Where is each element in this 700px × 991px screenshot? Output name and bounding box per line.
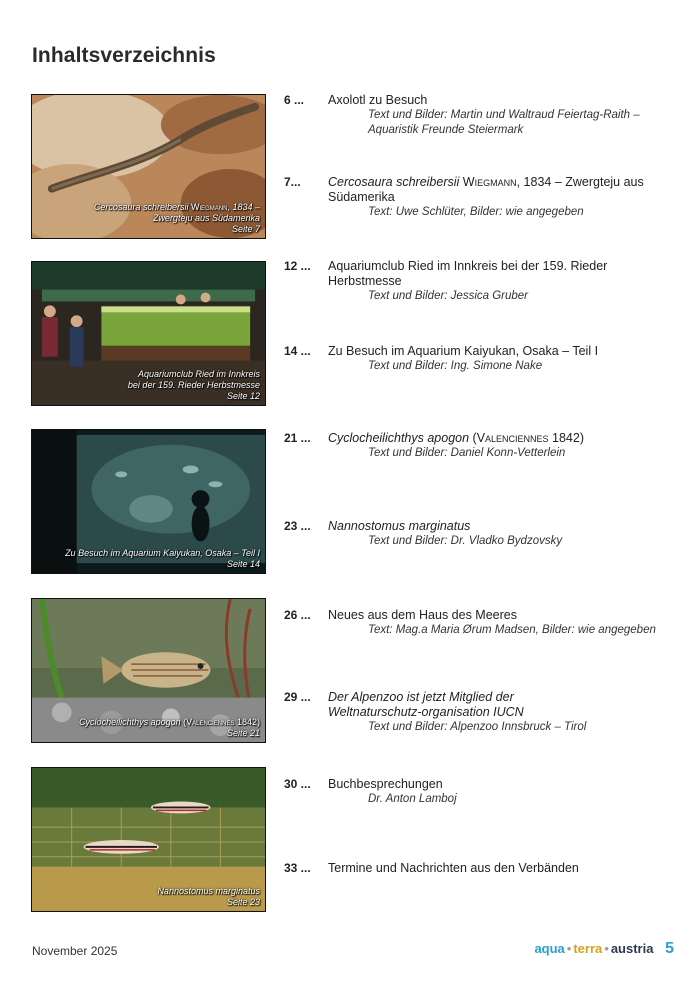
toc-entry-30[interactable]: 30 ... Buchbesprechungen Dr. Anton Lamboj: [284, 777, 457, 805]
photo-caption: Cercosaura schreibersii Wiegmann, 1834 – Zwergteju aus Südamerika Seite 7: [93, 202, 260, 234]
footer-brand: aqua • terra • austria 5: [534, 940, 674, 957]
toc-entry-14[interactable]: 14 ... Zu Besuch im Aquarium Kaiyukan, Osaka – Teil I Text und Bilder: Ing. Simone Nake: [284, 344, 599, 372]
photo-nannostomus: [31, 767, 266, 912]
photo-caption: Aquariumclub Ried im Innkreis bei der 159. Rieder Herbstmesse Seite 12: [127, 369, 260, 401]
photo-kaiyukan: [31, 429, 266, 574]
photo-caption: Zu Besuch im Aquarium Kaiyukan, Osaka – Teil I Seite 14: [65, 548, 260, 569]
toc-entry-21[interactable]: 21 ... Cyclocheilichthys apogon (Valenciennes 1842) Text und Bilder: Daniel Konn-Vetterlein: [284, 431, 584, 459]
page-number: 5: [665, 940, 674, 957]
brand-terra: terra: [573, 941, 603, 956]
brand-austria: austria: [610, 941, 654, 956]
photo-cyclocheilichthys: [31, 598, 266, 743]
page-title: Inhaltsverzeichnis: [32, 44, 216, 67]
photo-aquariumclub: [31, 261, 266, 406]
toc-entry-26[interactable]: 26 ... Neues aus dem Haus des Meeres Text: Mag.a Maria Ørum Madsen, Bilder: wie angegeben: [284, 608, 656, 636]
photo-caption: Nannostomus marginatus Seite 23: [157, 886, 260, 907]
toc-entry-6[interactable]: 6 ... Axolotl zu Besuch Text und Bilder: Martin und Waltraud Feiertag-Raith – Aquaristik Freunde Steiermark: [284, 93, 640, 136]
footer-date: November 2025: [32, 944, 118, 958]
brand-aqua: aqua: [534, 941, 565, 956]
photo-caption: Cyclocheilichthys apogon (Valenciennes 1842) Seite 21: [79, 717, 260, 738]
photo-cercosaura: [31, 94, 266, 239]
toc-entry-33[interactable]: 33 ... Termine und Nachrichten aus den Verbänden: [284, 861, 579, 875]
toc-entry-23[interactable]: 23 ... Nannostomus marginatus Text und Bilder: Dr. Vladko Bydzovsky: [284, 519, 563, 547]
toc-entry-12[interactable]: 12 ... Aquariumclub Ried im Innkreis bei der 159. Rieder Herbstmesse Text und Bilder: Jessica Gruber: [284, 259, 608, 302]
toc-entry-29[interactable]: 29 ... Der Alpenzoo ist jetzt Mitglied der Weltnaturschutz-organisation IUCN Text und Bilder: Alpenzoo Innsbruck – Tirol: [284, 690, 587, 733]
toc-entry-7[interactable]: 7... Cercosaura schreibersii Wiegmann, 1834 – Zwergteju aus Südamerika Text: Uwe Schlüter, Bilder: wie angegeben: [284, 175, 644, 218]
